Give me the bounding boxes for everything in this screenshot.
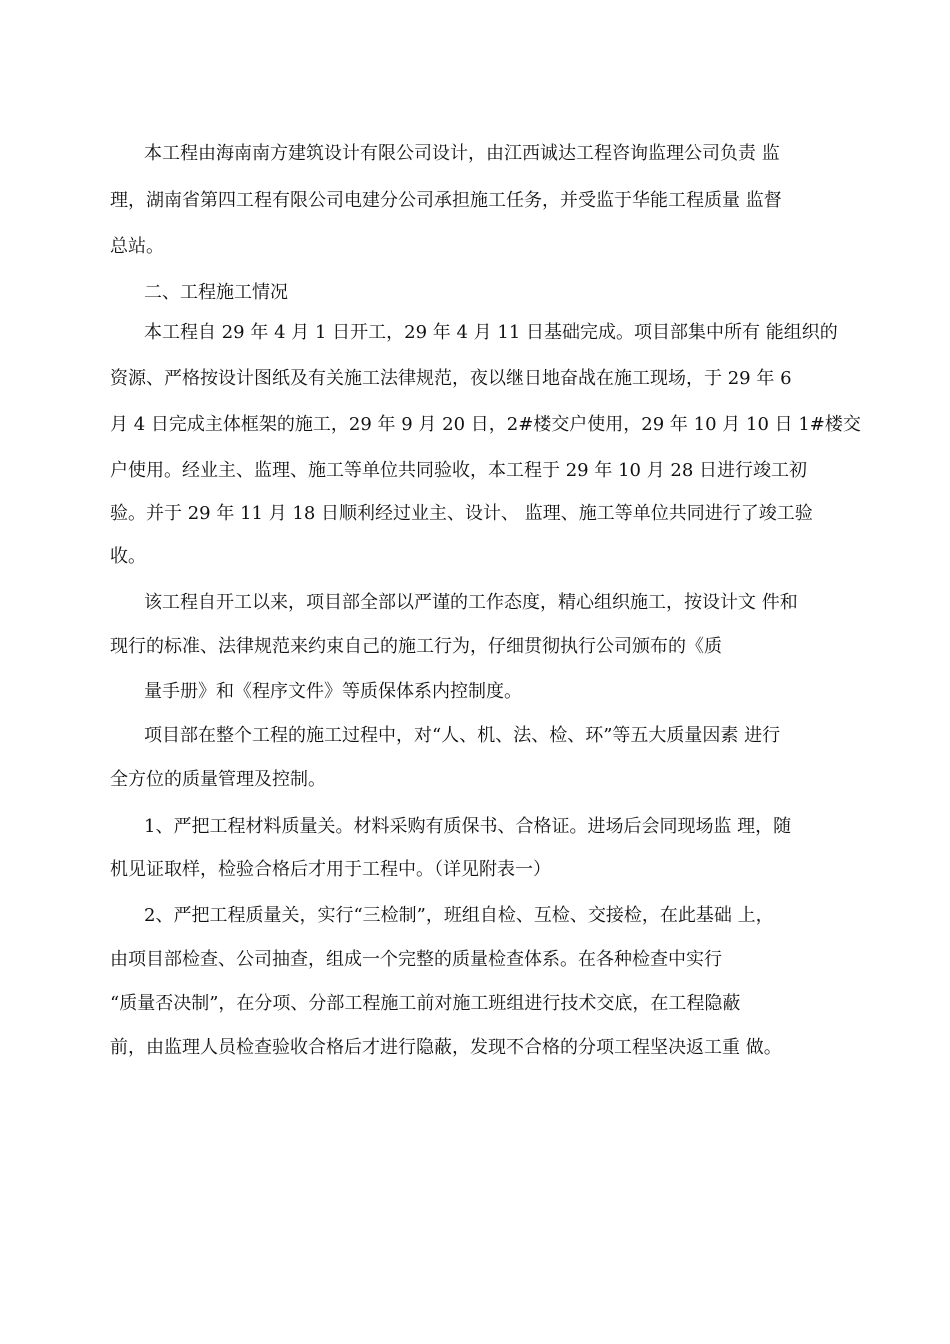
section-heading: 二、工程施工情况 bbox=[144, 282, 288, 303]
para-1-line-1: 本工程由海南南方建筑设计有限公司设计，由江西诚达工程咨询监理公司负责 监 bbox=[144, 143, 780, 164]
para-3-line-3: 量手册》和《程序文件》等质保体系内控制度。 bbox=[144, 681, 522, 702]
para-4-line-1: 项目部在整个工程的施工过程中，对“人、机、法、检、环”等五大质量因素 进行 bbox=[144, 725, 781, 746]
para-2-line-3: 月 4 日完成主体框架的施工，29 年 9 月 20 日，2#楼交户使用，29 年 10 月 10 日 1#楼交 bbox=[110, 414, 861, 435]
item-2-line-2: 由项目部检查、公司抽查，组成一个完整的质量检查体系。在各种检查中实行 bbox=[110, 949, 722, 970]
item-2-line-3: “质量否决制”，在分项、分部工程施工前对施工班组进行技术交底，在工程隐蔽 bbox=[110, 993, 741, 1014]
item-2-line-4: 前，由监理人员检查验收合格后才进行隐蔽，发现不合格的分项工程坚决返工重 做。 bbox=[110, 1037, 782, 1058]
para-2-line-1: 本工程自 29 年 4 月 1 日开工，29 年 4 月 11 日基础完成。项目部集中所有 能组织的 bbox=[144, 322, 838, 343]
para-3-line-1: 该工程自开工以来，项目部全部以严谨的工作态度，精心组织施工，按设计文 件和 bbox=[144, 592, 798, 613]
para-3-line-2: 现行的标准、法律规范来约束自己的施工行为，仔细贯彻执行公司颁布的《质 bbox=[110, 636, 722, 657]
para-2-line-4: 户使用。经业主、监理、施工等单位共同验收，本工程于 29 年 10 月 28 日进行竣工初 bbox=[110, 460, 808, 481]
item-1-line-1: 1、严把工程材料质量关。材料采购有质保书、合格证。进场后会同现场监 理，随 bbox=[144, 816, 792, 837]
para-4-line-2: 全方位的质量管理及控制。 bbox=[110, 769, 326, 790]
item-2-line-1: 2、严把工程质量关，实行“三检制”，班组自检、互检、交接检，在此基础 上， bbox=[144, 905, 774, 926]
para-2-line-6: 收。 bbox=[110, 546, 146, 567]
para-1-line-3: 总站。 bbox=[110, 236, 164, 257]
para-2-line-5: 验。并于 29 年 11 月 18 日顺利经过业主、设计、 监理、施工等单位共同进行了竣工验 bbox=[110, 503, 813, 524]
item-1-line-2: 机见证取样，检验合格后才用于工程中。（详见附表一） bbox=[110, 859, 551, 880]
para-2-line-2: 资源、严格按设计图纸及有关施工法律规范，夜以继日地奋战在施工现场，于 29 年 6 bbox=[110, 368, 792, 389]
para-1-line-2: 理，湖南省第四工程有限公司电建分公司承担施工任务，并受监于华能工程质量 监督 bbox=[110, 190, 782, 211]
